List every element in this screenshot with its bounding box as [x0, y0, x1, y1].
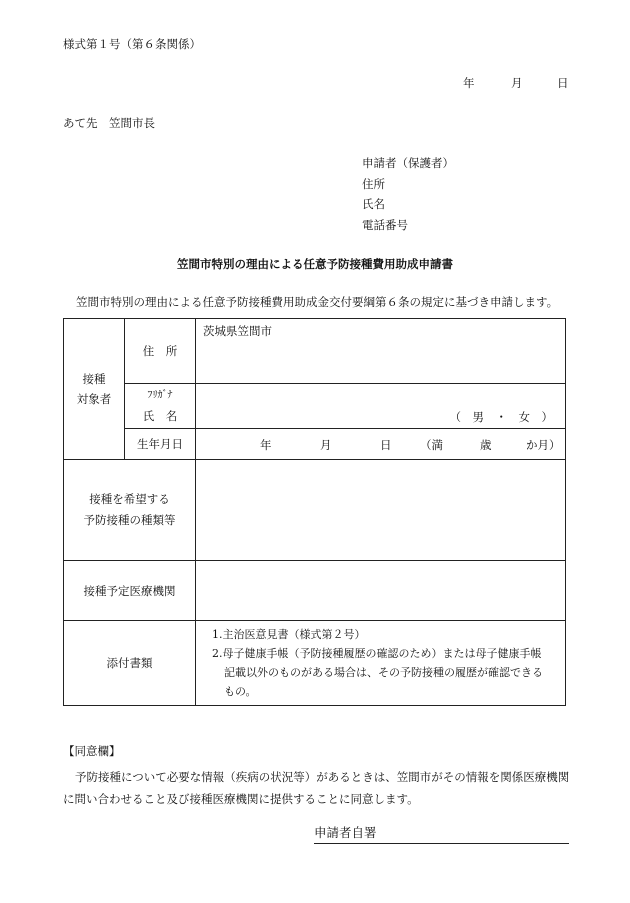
form-number: 様式第１号（第６条関係） [63, 37, 201, 51]
name-label-cell [125, 384, 196, 429]
furigana-label: ﾌﾘｶﾞﾅ [147, 390, 173, 401]
applicant-phone-label: 電話番号 [362, 217, 408, 232]
date-month-label: 月 [511, 76, 523, 90]
age-months-label: か月） [526, 438, 561, 452]
address-field[interactable] [196, 319, 566, 384]
name-field[interactable] [196, 384, 566, 429]
name-label: 氏 名 [142, 409, 178, 423]
intro-text: 笠間市特別の理由による任意予防接種費用助成金交付要綱第６条の規定に基づき申請します。 [76, 295, 559, 309]
consent-text: 予防接種について必要な情報（疾病の状況等）があるときは、笠間市がその情報を関係医療機関に問い合わせること及び接種医療機関に提供することに同意します。 [63, 770, 570, 806]
attachments-field [196, 621, 566, 706]
clinic-label: 接種予定医療機関 [64, 561, 196, 621]
applicant-block [362, 153, 454, 235]
attachment-item-2-end: もの。 [224, 685, 257, 698]
attachments-label: 添付書類 [64, 621, 196, 706]
applicant-address-label: 住所 [362, 176, 385, 191]
clinic-field[interactable] [196, 561, 566, 621]
birthdate-field[interactable] [196, 429, 566, 460]
application-table [63, 318, 566, 706]
vaccine-type-label-line2: 予防接種の種類等 [83, 513, 176, 527]
address-value: 茨城県笠間市 [203, 324, 272, 338]
subject-label-line1: 接種 [82, 372, 106, 386]
date-day-label: 日 [557, 76, 569, 90]
date-year-label: 年 [463, 76, 475, 90]
vaccine-type-field[interactable] [196, 460, 566, 561]
attachment-item-1: 1.主治医意見書（様式第２号） [212, 628, 366, 641]
age-years-label: 歳 [480, 438, 492, 452]
applicant-role: 申請者（保護者） [362, 156, 454, 170]
vaccine-type-label-cell [64, 460, 196, 561]
birth-year-label: 年 [260, 438, 272, 452]
consent-title: 【同意欄】 [63, 744, 121, 758]
attachment-item-2: 2.母子健康手帳（予防接種履歴の確認のため）または母子健康手帳 [212, 647, 542, 660]
signature-label: 申請者自署 [314, 825, 377, 840]
vaccine-type-label-line1: 接種を希望する [89, 492, 170, 506]
attachment-item-2-cont: 記載以外のものがある場合は、その予防接種の履歴が確認できる [224, 666, 543, 679]
age-open-label: （満 [420, 438, 443, 452]
birth-month-label: 月 [320, 438, 332, 452]
addressee: あて先 笠間市長 [63, 116, 155, 130]
subject-label-line2: 対象者 [76, 392, 112, 406]
gender-choice[interactable]: （ 男 ・ 女 ） [449, 410, 553, 424]
signature-field[interactable] [314, 823, 569, 844]
birth-day-label: 日 [380, 438, 392, 452]
address-label: 住 所 [125, 319, 196, 384]
applicant-name-label: 氏名 [362, 197, 385, 211]
form-title: 笠間市特別の理由による任意予防接種費用助成申請書 [177, 257, 453, 271]
subject-label-cell [64, 319, 125, 460]
birthdate-label: 生年月日 [125, 429, 196, 460]
